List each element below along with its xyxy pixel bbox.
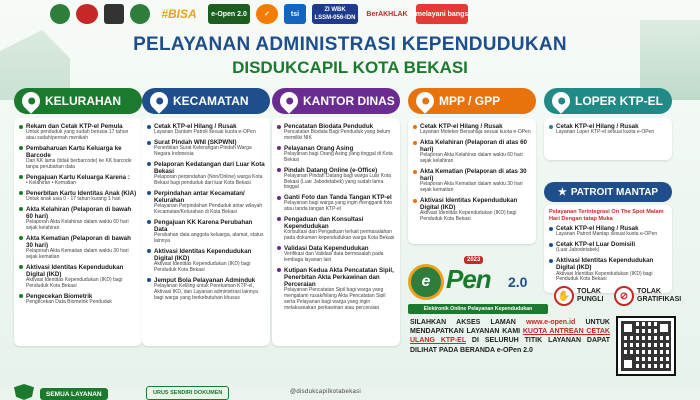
service-title: Surat Pindah WNI (SKPWNI)	[147, 139, 265, 146]
eopen-big-logo	[408, 257, 548, 314]
service-desc: Pelaporan Akta Kematian dalam waktu 30 hari sejak kematian	[26, 248, 129, 260]
service-item	[413, 197, 531, 223]
eopen-wordmark: Pen	[446, 264, 491, 294]
check-icon: ✓	[256, 4, 278, 24]
service-desc: Layanan Loper KTP-el sesuai kuota e-OPen	[556, 129, 655, 136]
location-pin-icon	[412, 88, 437, 113]
service-desc: Pelayanan Pindah Datang bagi warga Luar Kota Bekasi (Luar Jabodetabek) yang sudah lama tinggal	[284, 172, 392, 191]
location-pin-icon	[548, 88, 573, 113]
service-desc: Aktivasi Identitas Kependudukan (IKD) bagi Penduduk Kota Bekasi	[556, 270, 653, 283]
service-title: Pembaharuan Kartu Keluarga ke Barcode	[19, 145, 137, 159]
patrol-mantap-panel	[544, 182, 672, 293]
service-item	[277, 267, 395, 312]
service-item	[277, 167, 395, 192]
eopen-link[interactable]: www.e-open.id	[526, 319, 576, 326]
service-desc: • Kelahiran • Kematian	[26, 180, 76, 186]
service-item	[19, 123, 137, 142]
service-item	[147, 139, 265, 158]
service-desc: Pencatatan Biodata Bagi Penduduk yang belum memiliki NIK	[284, 129, 391, 141]
service-title: Kutipan Kedua Akta Pencatatan Sipil, Penerbitan Akta Perkawinan dan Perceraian	[277, 267, 395, 289]
zi-logo: ZI WBK LSSM-056-IDN	[312, 4, 358, 24]
column-body	[14, 118, 142, 346]
service-title: Pelayanan Orang Asing	[277, 145, 395, 152]
service-title: Cetak KTP-el Luar Domisili	[549, 241, 667, 248]
service-item	[147, 248, 265, 274]
service-desc: Aktivasi Identitas Kependudukan (IKD) bagi Penduduk Kota Bekasi	[26, 277, 123, 289]
service-title: Validasi Data Kependudukan	[277, 245, 395, 252]
service-desc: Pelaporan Akta Kelahiran dalam waktu 60 hari sejak kelahiran	[420, 152, 523, 165]
service-title: Pindah Datang Online (e-Office)	[277, 167, 395, 174]
eopen-year: 2023	[464, 256, 483, 264]
service-title: Cetak KTP-el Hilang / Rusak	[549, 225, 667, 232]
service-item	[277, 216, 395, 242]
service-desc: Perubahan data anggota keluarga, alamat, status lainnya	[154, 232, 264, 244]
tolak-gratifikasi-badge: ⊘ TOLAK GRATIFIKASI	[614, 286, 687, 306]
service-title: Akta Kematian (Pelaporan di atas 30 hari)	[413, 168, 531, 182]
service-item	[147, 161, 265, 187]
location-pin-icon	[276, 88, 301, 113]
service-item	[549, 123, 667, 136]
eopen-e-mark: e	[408, 264, 444, 300]
page-title: PELAYANAN ADMINISTRASI KEPENDUDUKAN	[133, 34, 567, 55]
service-title: Aktivasi Identitas Kependudukan Digital (IKD)	[19, 264, 137, 278]
column-header: KELURAHAN	[14, 88, 142, 114]
service-item	[19, 235, 137, 261]
tolak-pungli-badge: ✋ TOLAK PUNGLI	[554, 286, 611, 306]
eopen-version: 2.0	[508, 274, 528, 290]
service-item	[277, 123, 395, 142]
page-subtitle: DISDUKCAPIL KOTA BEKASI	[232, 58, 468, 77]
service-title: Aktivasi Identitas Kependudukan Digital (IKD)	[413, 197, 531, 211]
eopen-logo: e-Open 2.0	[208, 4, 250, 24]
service-desc: Pelayanan bagi warga yang ingin mengganti foto atau tanda tangan KTP-el	[284, 200, 393, 213]
service-title: Pengajuan Kartu Keluarga Karena :	[19, 174, 137, 181]
patrol-body	[544, 205, 672, 293]
service-title: Pelaporan Kedatangan dari Luar Kota Bekasi	[147, 161, 265, 175]
service-desc: Verifikasi dan Validasi data bermasalah pada lembaga layanan lain	[284, 251, 384, 263]
semua-layanan-label: SEMUA LAYANAN	[40, 388, 108, 400]
service-desc: Konsultasi dan Pengaduan terkait permasalahan pada dokumen kependudukan warga Kota Bekasi	[284, 229, 395, 242]
berakhlak-logo: BerAKHLAK	[366, 10, 408, 18]
service-title: Pengecekan Biometrik	[19, 293, 137, 300]
service-desc: Pelayanan Pencatatan Sipil bagi warga yang mengalami rusak/hilang Akta Pencatatan Sipil serta Pelayanan bagi warga yang ingin melaksanakan perkawinan atau perceraian	[284, 287, 386, 311]
service-title: Akta Kematian (Pelaporan di bawah 30 hari)	[19, 235, 137, 249]
patrol-intro: Pelayanan Terintegrasi On The Spot Malam Hari Dengan tatap Muka	[549, 209, 664, 222]
social-handle: @disdukcapilkotabekasi	[290, 389, 362, 395]
column-header: MPP / GPP	[408, 88, 536, 114]
service-title: Ganti Foto dan Tanda Tangan KTP-el	[277, 194, 395, 201]
service-item	[277, 194, 395, 213]
service-item	[19, 145, 137, 171]
service-item	[19, 206, 137, 232]
location-pin-icon	[146, 88, 171, 113]
melayani-bangsa-logo: #melayani bangsa	[416, 4, 468, 24]
column-body	[408, 118, 536, 244]
service-title: Pengaduan dan Konsultasi Kependudukan	[277, 216, 395, 230]
service-item	[413, 139, 531, 165]
ministry-logo	[76, 4, 98, 24]
service-desc: Untuk penduduk yang sudah berusia 17 tahun atau sudah/pernah menikah	[26, 129, 129, 141]
hand-stop-icon: ✋	[554, 286, 574, 306]
service-desc: Aktivasi Identitas Kependudukan (IKD) bagi Penduduk Kota Bekasi	[154, 261, 251, 273]
eopen-tagline: Elektronik Online Pelayanan Kependudukan	[408, 304, 548, 314]
location-pin-icon	[18, 88, 43, 113]
column-body	[272, 118, 400, 346]
service-item	[147, 277, 265, 302]
service-desc: Layanan Patroit Mantap sesuai kuota e-OPen	[556, 231, 658, 238]
service-item	[277, 145, 395, 164]
column-header: LOPER KTP-EL	[544, 88, 672, 114]
service-title: Pengajuan KK Karena Perubahan Data	[147, 219, 265, 233]
service-item	[413, 168, 531, 194]
service-title: Cetak KTP-el Hilang / Rusak	[549, 123, 667, 130]
qr-code[interactable]	[616, 316, 676, 376]
service-item	[19, 293, 137, 306]
service-desc: Pelaporan Akta Kematian dalam waktu 30 hari sejak kematian	[420, 181, 523, 194]
service-title: Cetak KTP-el Hilang / Rusak	[147, 123, 265, 130]
service-title: Aktivasi Identitas Kependudukan Digital (IKD)	[549, 257, 667, 271]
service-item	[549, 225, 667, 238]
service-desc: Penerbitan Surat Keterangan Pindah Warga Negara Indonesia	[154, 145, 252, 157]
service-desc: Pengecekan Data Biometrik Penduduk	[26, 299, 112, 305]
column-header: KANTOR DINAS	[272, 88, 400, 114]
service-title: Akta Kelahiran (Pelaporan di atas 60 hari)	[413, 139, 531, 153]
service-item	[277, 245, 395, 264]
service-item	[19, 190, 137, 203]
service-title: Akta Kelahiran (Pelaporan di bawah 60 hari)	[19, 206, 137, 220]
patrol-header: ★ PATROIT MANTAP	[544, 182, 672, 202]
service-item	[147, 123, 265, 136]
logo-strip	[50, 2, 700, 26]
tsi-logo: tsi	[284, 4, 306, 24]
institution-logo	[104, 4, 124, 24]
column-kelurahan	[14, 88, 142, 346]
service-title: Pencatatan Biodata Penduduk	[277, 123, 395, 130]
no-gift-icon: ⊘	[614, 286, 634, 306]
service-desc: Pelayanan Keliling untuk Perekaman KTP-el, Aktivasi IKD, dan Layanan administrasi lainnya bagi warga yang berkebutuhan khusus	[154, 283, 258, 301]
service-desc: Aktivasi Identitas Kependudukan (IKD) bagi Penduduk Kota Bekasi	[420, 210, 517, 223]
service-item	[549, 241, 667, 254]
service-desc: Pelaporan perpindahan (Non/Online) warga Kota Bekasi bagi penduduk dari luar Kota Bekasi	[154, 174, 263, 186]
service-item	[147, 219, 265, 245]
column-body	[544, 118, 672, 160]
service-desc: Layanan Dantam Patroli sesuai kuota e-OPen	[154, 129, 256, 136]
service-item	[19, 174, 137, 187]
service-title: Cetak KTP-el Hilang / Rusak	[413, 123, 531, 130]
service-desc: Layanan Moteker Bersahaja sesuai kuota e-OPen	[420, 129, 531, 136]
column-body	[142, 118, 270, 346]
service-item	[549, 257, 667, 283]
service-title: Perpindahan antar Kecamatan/ Kelurahan	[147, 190, 265, 204]
bisa-logo: #BISA	[161, 7, 197, 21]
column-header: KECAMATAN	[142, 88, 270, 114]
column-kecamatan	[142, 88, 270, 346]
access-notice: SILAHKAN AKSES LAMAN www.e-open.id UNTUK MENDAPATKAN LAYANAN KAMI KUOTA ANTREAN CETAK ULANG KTP-EL DI SELURUH TITIK LAYANAN DAPAT DILIHAT PADA BERANDA e-OPen 2.0	[410, 319, 611, 354]
agency-logo	[130, 4, 150, 24]
service-title: Rekam dan Cetak KTP-el Pemula	[19, 123, 137, 130]
service-item	[147, 190, 265, 216]
service-item	[413, 123, 531, 136]
service-title: Jemput Bola Pelayanan Adminduk	[147, 277, 265, 284]
service-title: Penerbitan Kartu Identitas Anak (KIA)	[19, 190, 137, 197]
service-desc: Pelayanan bagi Orang Asing yang tinggal di Kota Bekasi	[284, 151, 393, 163]
service-desc: Pelaporan Akta Kelahiran dalam waktu 60 hari sejak kelahiran	[26, 219, 129, 231]
service-desc: Pelayanan Perpindahan Penduduk antar wilayah Kecamatan/Kelurahan di Kota Bekasi	[154, 203, 263, 215]
service-desc: Dari KK lama (tidak berbarcode) ke KK barcode tanpa perubahan data	[26, 158, 132, 170]
city-seal-logo	[50, 4, 70, 24]
service-title: Aktivasi Identitas Kependudukan Digital (IKD)	[147, 248, 265, 262]
service-desc: (Luar Jabodetabek)	[556, 247, 600, 254]
column-kantor-dinas	[272, 88, 400, 346]
service-item	[19, 264, 137, 290]
service-desc: Untuk anak usia 0 - 17 tahun kurang 1 hari	[26, 196, 121, 202]
urus-sendiri-label: URUS SENDIRI DOKUMEN	[146, 386, 229, 400]
star-icon: ★	[557, 186, 567, 198]
